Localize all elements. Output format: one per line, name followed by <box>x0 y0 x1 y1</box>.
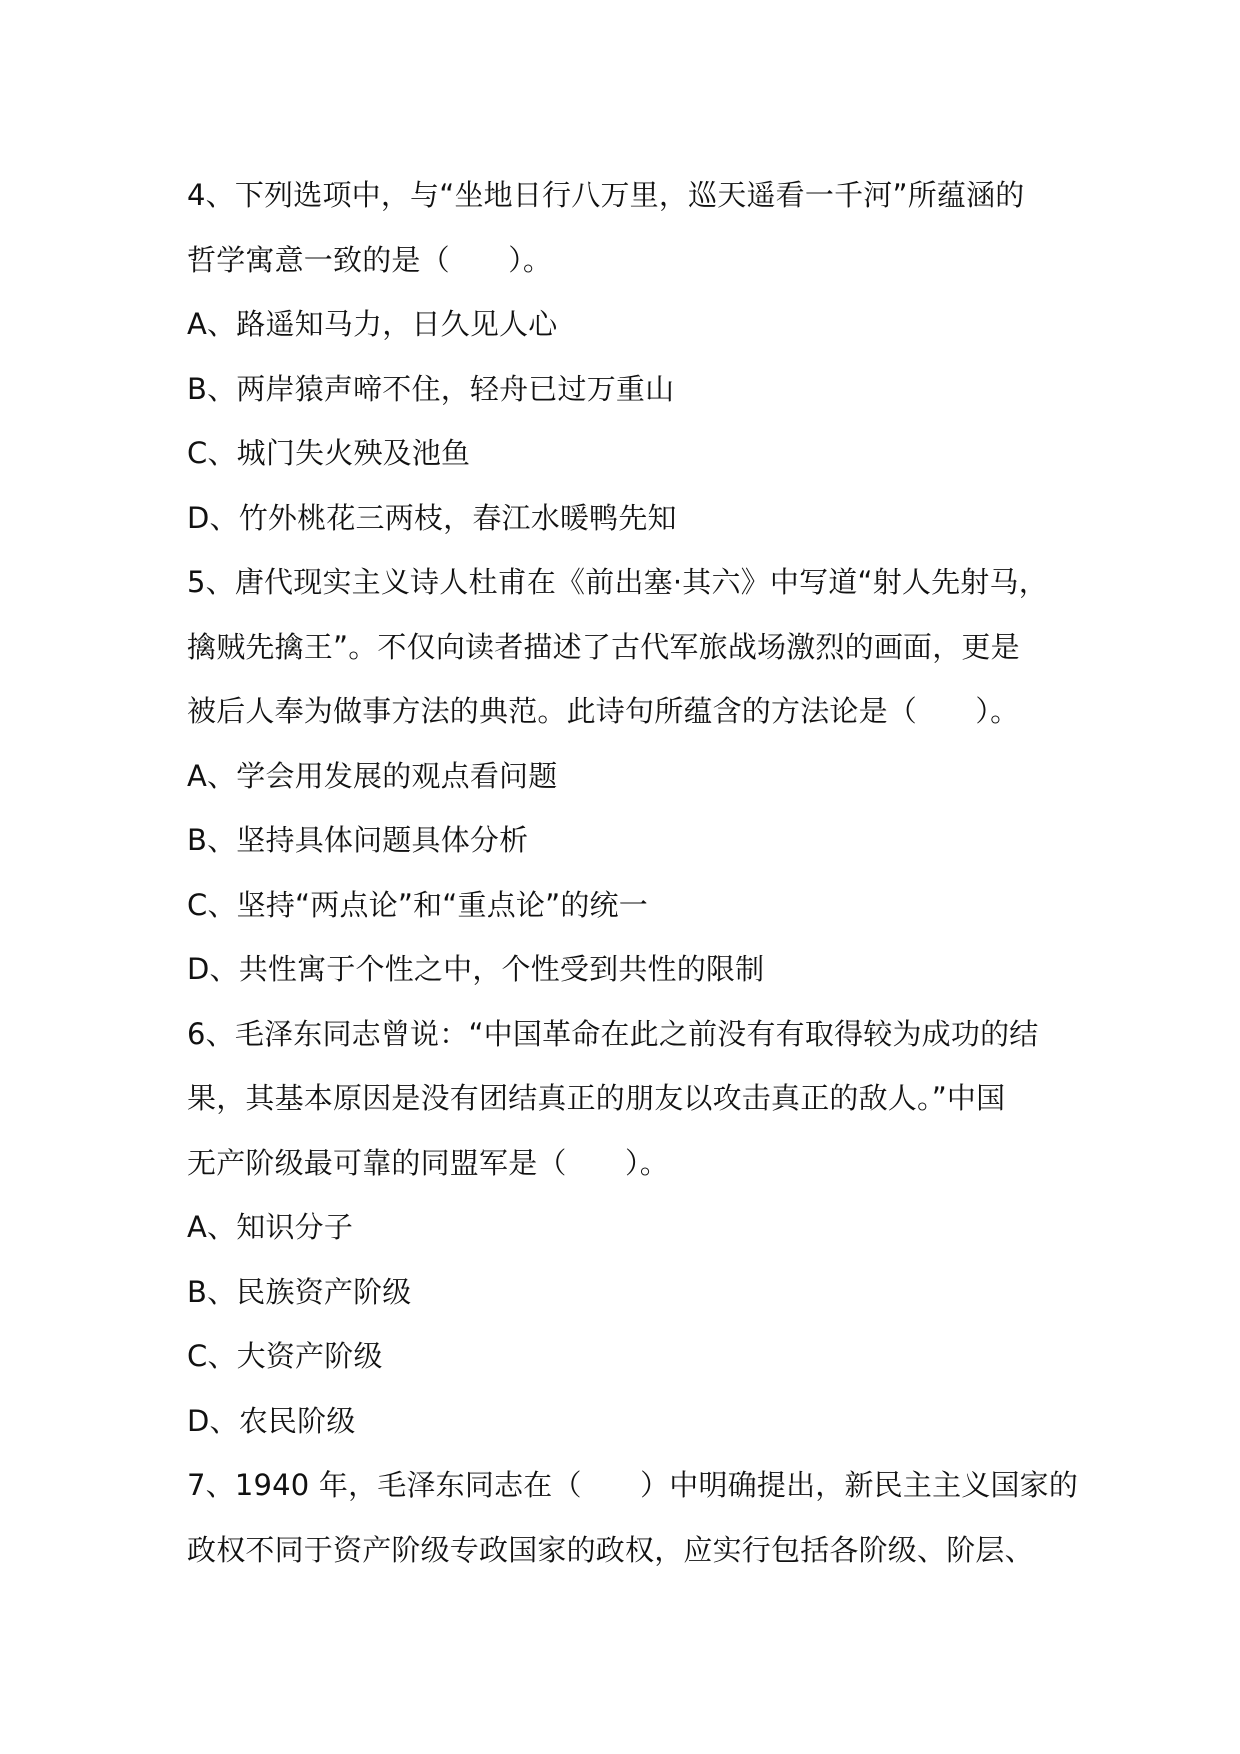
text-line: 政权不同于资产阶级专政国家的政权，应实行包括各阶级、阶层、 <box>187 1532 1034 1567</box>
question-text-block <box>187 163 1087 1582</box>
text-line: 哲学寓意一致的是（ ）。 <box>187 242 553 277</box>
text-line: A、学会用发展的观点看问题 <box>187 758 558 793</box>
text-line: B、坚持具体问题具体分析 <box>187 823 529 857</box>
text-line: C、坚持“两点论”和“重点论”的统一 <box>187 887 648 922</box>
text-line: 果，其基本原因是没有团结真正的朋友以攻击真正的敌人。”中国 <box>187 1081 1006 1115</box>
text-line: D、竹外桃花三两枝，春江水暖鸭先知 <box>187 500 677 535</box>
text-line: B、两岸猿声啼不住，轻舟已过万重山 <box>187 371 675 406</box>
text-line: 5、唐代现实主义诗人杜甫在《前出塞·其六》中写道“射人先射马， <box>187 565 1048 599</box>
text-line: C、城门失火殃及池鱼 <box>187 436 471 470</box>
text-line: 4、下列选项中，与“坐地日行八万里，巡天遥看一千河”所蕴涵的 <box>187 178 1025 212</box>
text-line: A、知识分子 <box>187 1210 354 1244</box>
text-line: 擒贼先擒王”。不仅向读者描述了古代军旅战场激烈的画面，更是 <box>187 629 1020 664</box>
text-line: B、民族资产阶级 <box>187 1274 412 1309</box>
text-line: 被后人奉为做事方法的典范。此诗句所蕴含的方法论是（ ）。 <box>187 694 1020 728</box>
text-line: A、路遥知马力，日久见人心 <box>187 307 558 341</box>
text-line: D、农民阶级 <box>187 1403 356 1438</box>
text-line: 无产阶级最可靠的同盟军是（ ）。 <box>187 1145 669 1180</box>
text-line: 7、1940 年，毛泽东同志在（ ）中明确提出，新民主主义国家的 <box>187 1468 1079 1502</box>
text-line: 6、毛泽东同志曾说：“中国革命在此之前没有有取得较为成功的结 <box>187 1016 1039 1051</box>
text-line: C、大资产阶级 <box>187 1339 383 1373</box>
text-line: D、共性寓于个性之中，个性受到共性的限制 <box>187 952 765 986</box>
